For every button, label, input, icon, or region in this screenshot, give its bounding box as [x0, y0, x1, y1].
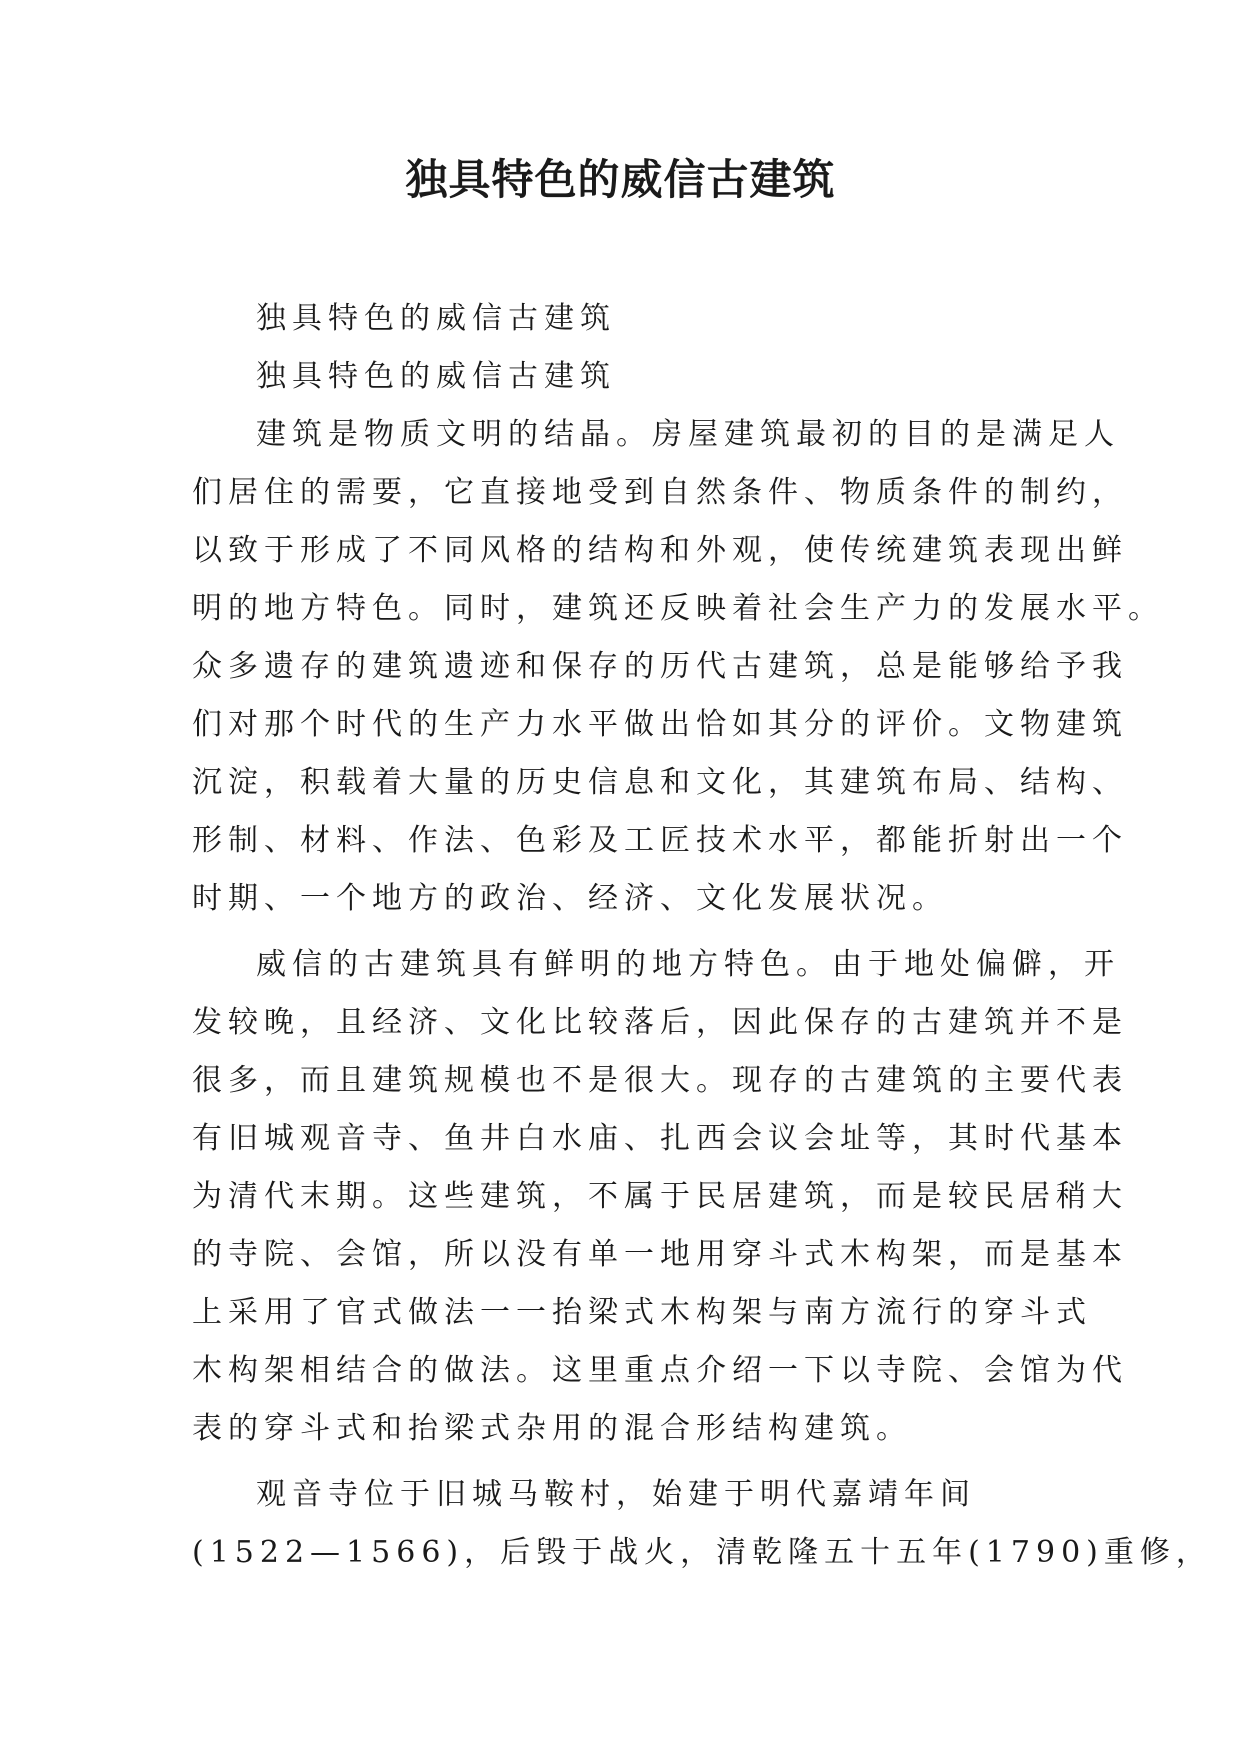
text-line: 的寺院、会馆，所以没有单一地用穿斗式木构架，而是基本	[192, 1237, 1128, 1272]
text-line: 建筑是物质文明的结晶。房屋建筑最初的目的是满足人	[256, 417, 1120, 452]
text-line: 明的地方特色。同时，建筑还反映着社会生产力的发展水平。	[192, 591, 1164, 626]
text-line: 威信的古建筑具有鲜明的地方特色。由于地处偏僻，开	[256, 947, 1120, 982]
text-line: (1522—1566)，后毁于战火，清乾隆五十五年(1790)重修，	[192, 1535, 1212, 1570]
text-line: 时期、一个地方的政治、经济、文化发展状况。	[192, 881, 948, 916]
text-line: 们居住的需要，它直接地受到自然条件、物质条件的制约，	[192, 475, 1128, 510]
text-line: 表的穿斗式和抬梁式杂用的混合形结构建筑。	[192, 1411, 912, 1446]
text-line: 发较晚，且经济、文化比较落后，因此保存的古建筑并不是	[192, 1005, 1128, 1040]
text-line: 独具特色的威信古建筑	[256, 359, 616, 394]
text-line: 形制、材料、作法、色彩及工匠技术水平，都能折射出一个	[192, 823, 1128, 858]
text-line: 有旧城观音寺、鱼井白水庙、扎西会议会址等，其时代基本	[192, 1121, 1128, 1156]
text-line: 们对那个时代的生产力水平做出恰如其分的评价。文物建筑	[192, 707, 1128, 742]
text-line: 沉淀，积载着大量的历史信息和文化，其建筑布局、结构、	[192, 765, 1128, 800]
text-line: 木构架相结合的做法。这里重点介绍一下以寺院、会馆为代	[192, 1353, 1128, 1388]
text-line: 为清代末期。这些建筑，不属于民居建筑，而是较民居稍大	[192, 1179, 1128, 1214]
document-title: 独具特色的威信古建筑	[405, 155, 836, 204]
paragraph-gap	[192, 1458, 1062, 1466]
text-line: 众多遗存的建筑遗迹和保存的历代古建筑，总是能够给予我	[192, 649, 1128, 684]
document-body	[192, 290, 1212, 1582]
text-line: 观音寺位于旧城马鞍村，始建于明代嘉靖年间	[256, 1477, 976, 1512]
text-line: 独具特色的威信古建筑	[256, 301, 616, 336]
text-line: 很多，而且建筑规模也不是很大。现存的古建筑的主要代表	[192, 1063, 1128, 1098]
text-line: 以致于形成了不同风格的结构和外观，使传统建筑表现出鲜	[192, 533, 1128, 568]
paragraph-gap	[192, 928, 1062, 936]
text-line: 上采用了官式做法一一抬梁式木构架与南方流行的穿斗式	[192, 1295, 1092, 1330]
